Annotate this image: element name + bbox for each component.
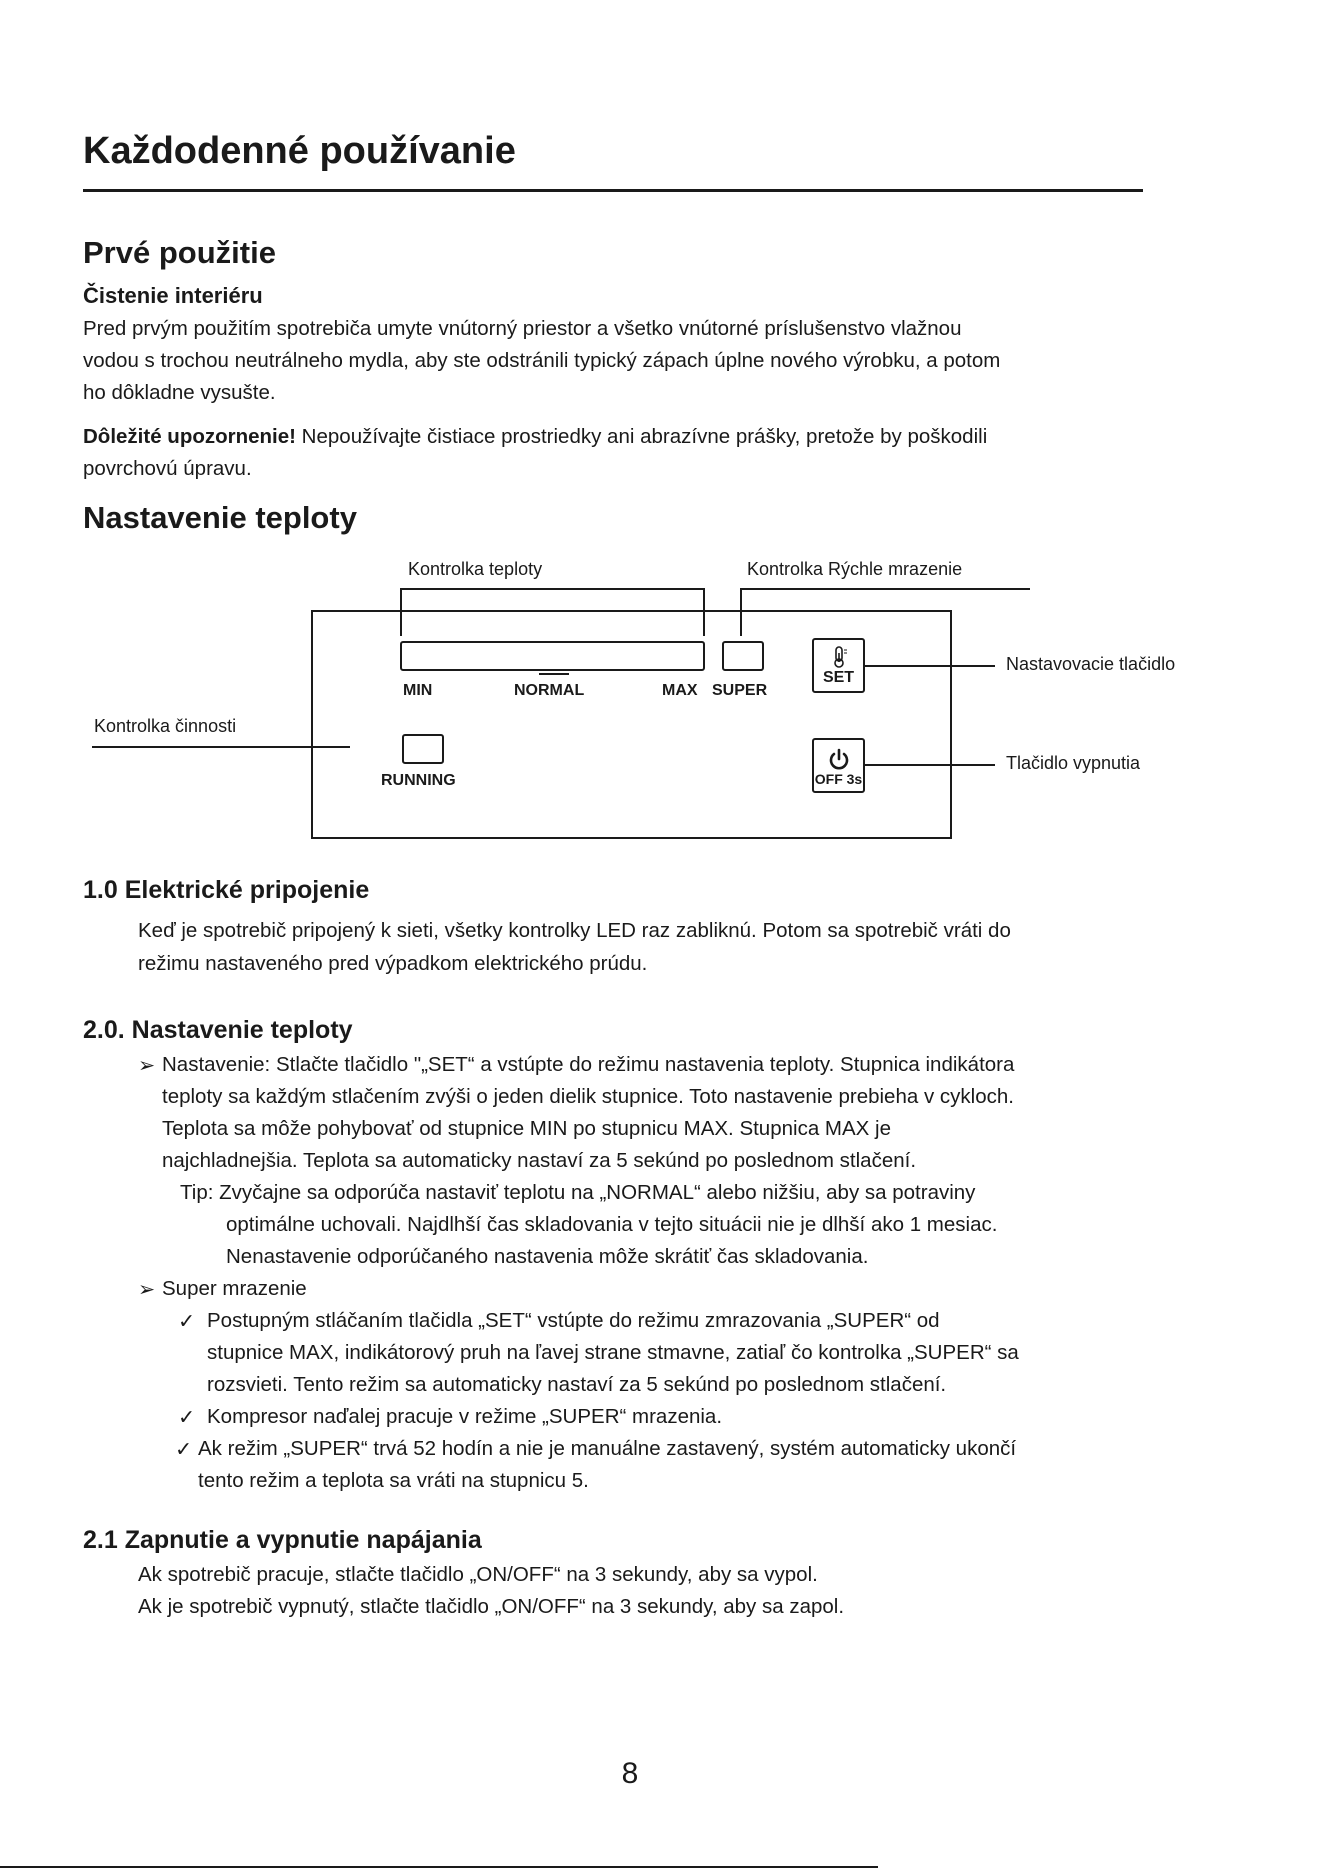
tip-line: optimálne uchovali. Najdlhší čas skladovania v tejto situácii nie je dlhší ako 1 mesiac. xyxy=(226,1213,998,1236)
off-button[interactable] xyxy=(812,738,865,793)
tip-line: Nenastavenie odporúčaného nastavenia môže skrátiť čas skladovania. xyxy=(226,1245,869,1268)
arrow-bullet: ➢ xyxy=(138,1278,156,1301)
paragraph-line: najchladnejšia. Teplota sa automaticky nastaví za 5 sekúnd po poslednom stlačení. xyxy=(162,1149,917,1172)
page-title: Každodenné používanie xyxy=(83,130,516,172)
check-icon: ✓ xyxy=(178,1310,196,1333)
heading-power-on-off: 2.1 Zapnutie a vypnutie napájania xyxy=(83,1526,482,1554)
callout-set-button: Nastavovacie tlačidlo xyxy=(1006,654,1176,674)
label-super: SUPER xyxy=(712,682,768,699)
paragraph-line: rozsvieti. Tento režim sa automaticky nastaví za 5 sekúnd po poslednom stlačení. xyxy=(207,1373,947,1396)
running-indicator xyxy=(402,734,444,764)
paragraph-line: Ak režim „SUPER“ trvá 52 hodín a nie je manuálne zastavený, systém automaticky ukončí xyxy=(198,1437,1017,1460)
temperature-indicator-bar xyxy=(400,641,705,671)
paragraph-line: Ak spotrebič pracuje, stlačte tlačidlo „ON/OFF“ na 3 sekundy, aby sa vypol. xyxy=(138,1563,818,1586)
paragraph-line: vodou s trochou neutrálneho mydla, aby ste odstránili typický zápach úplne nového výrobku, a potom xyxy=(83,349,1001,372)
paragraph-line: Ak je spotrebič vypnutý, stlačte tlačidlo „ON/OFF“ na 3 sekundy, aby sa zapol. xyxy=(138,1595,845,1618)
label-running: RUNNING xyxy=(381,772,456,789)
section-heading-first-use: Prvé použitie xyxy=(83,235,276,270)
footer-rule xyxy=(0,1866,878,1868)
bullet-super-freeze: Super mrazenie xyxy=(162,1277,307,1300)
set-button[interactable] xyxy=(812,638,865,693)
label-normal: NORMAL xyxy=(514,682,585,699)
warning-text: Nepoužívajte čistiace prostriedky ani abrazívne prášky, pretože by poškodili xyxy=(295,425,988,448)
paragraph-line: teploty sa každým stlačením zvýši o jeden dielik stupnice. Toto nastavenie prebieha v cykloch. xyxy=(162,1085,1014,1108)
paragraph-line: režimu nastaveného pred výpadkom elektrického prúdu. xyxy=(138,952,648,975)
page-number: 8 xyxy=(621,1757,639,1790)
paragraph-line: tento režim a teplota sa vráti na stupnicu 5. xyxy=(198,1469,589,1492)
arrow-bullet: ➢ xyxy=(138,1054,156,1077)
paragraph-line: stupnice MAX, indikátorový pruh na ľavej strane stmavne, zatiaľ čo kontrolka „SUPER“ sa xyxy=(207,1341,1019,1364)
paragraph-line: ho dôkladne vysušte. xyxy=(83,381,276,404)
callout-super-freeze-indicator: Kontrolka Rýchle mrazenie xyxy=(747,559,963,579)
paragraph-line: Pred prvým použitím spotrebiča umyte vnútorný priestor a všetko vnútorné príslušenstvo vlažnou xyxy=(83,317,962,340)
check-icon: ✓ xyxy=(178,1406,196,1429)
label-min: MIN xyxy=(403,682,433,699)
heading-temperature-setting: 2.0. Nastavenie teploty xyxy=(83,1016,353,1044)
callout-line xyxy=(740,588,1030,590)
callout-running-indicator: Kontrolka činnosti xyxy=(94,716,237,736)
paragraph-line: Keď je spotrebič pripojený k sieti, všetky kontrolky LED raz zabliknú. Potom sa spotrebič vráti do xyxy=(138,919,1011,942)
paragraph-line: Kompresor naďalej pracuje v režime „SUPER“ mrazenia. xyxy=(207,1405,723,1428)
paragraph-line: Nastavenie: Stlačte tlačidlo "„SET“ a vstúpte do režimu nastavenia teploty. Stupnica indikátora xyxy=(162,1053,1015,1076)
title-rule xyxy=(83,189,1143,192)
tip-line: Tip: Zvyčajne sa odporúča nastaviť teplotu na „NORMAL“ alebo nižšiu, aby sa potraviny xyxy=(180,1181,976,1204)
section-heading-temperature: Nastavenie teploty xyxy=(83,500,357,535)
off-button-label: OFF 3s xyxy=(814,771,863,787)
control-panel-diagram xyxy=(0,550,1324,850)
check-icon: ✓ xyxy=(175,1438,193,1461)
callout-temperature-indicator: Kontrolka teploty xyxy=(408,559,543,579)
power-icon xyxy=(827,747,851,771)
subheading-cleaning: Čistenie interiéru xyxy=(83,283,263,308)
paragraph-line: Postupným stláčaním tlačidla „SET“ vstúpte do režimu zmrazovania „SUPER“ od xyxy=(207,1309,940,1332)
callout-line xyxy=(400,588,704,590)
super-freeze-indicator xyxy=(722,641,764,671)
normal-tick-mark xyxy=(539,673,569,675)
callout-off-button: Tlačidlo vypnutia xyxy=(1006,753,1141,773)
set-button-label: SET xyxy=(822,669,855,686)
warning-label: Dôležité upozornenie! xyxy=(83,425,296,448)
heading-electrical-connection: 1.0 Elektrické pripojenie xyxy=(83,876,370,904)
paragraph-line: Teplota sa môže pohybovať od stupnice MIN po stupnicu MAX. Stupnica MAX je xyxy=(162,1117,891,1140)
warning-paragraph xyxy=(83,425,987,449)
thermometer-icon xyxy=(828,645,850,669)
label-max: MAX xyxy=(662,682,698,699)
warning-line: povrchovú úpravu. xyxy=(83,457,252,480)
